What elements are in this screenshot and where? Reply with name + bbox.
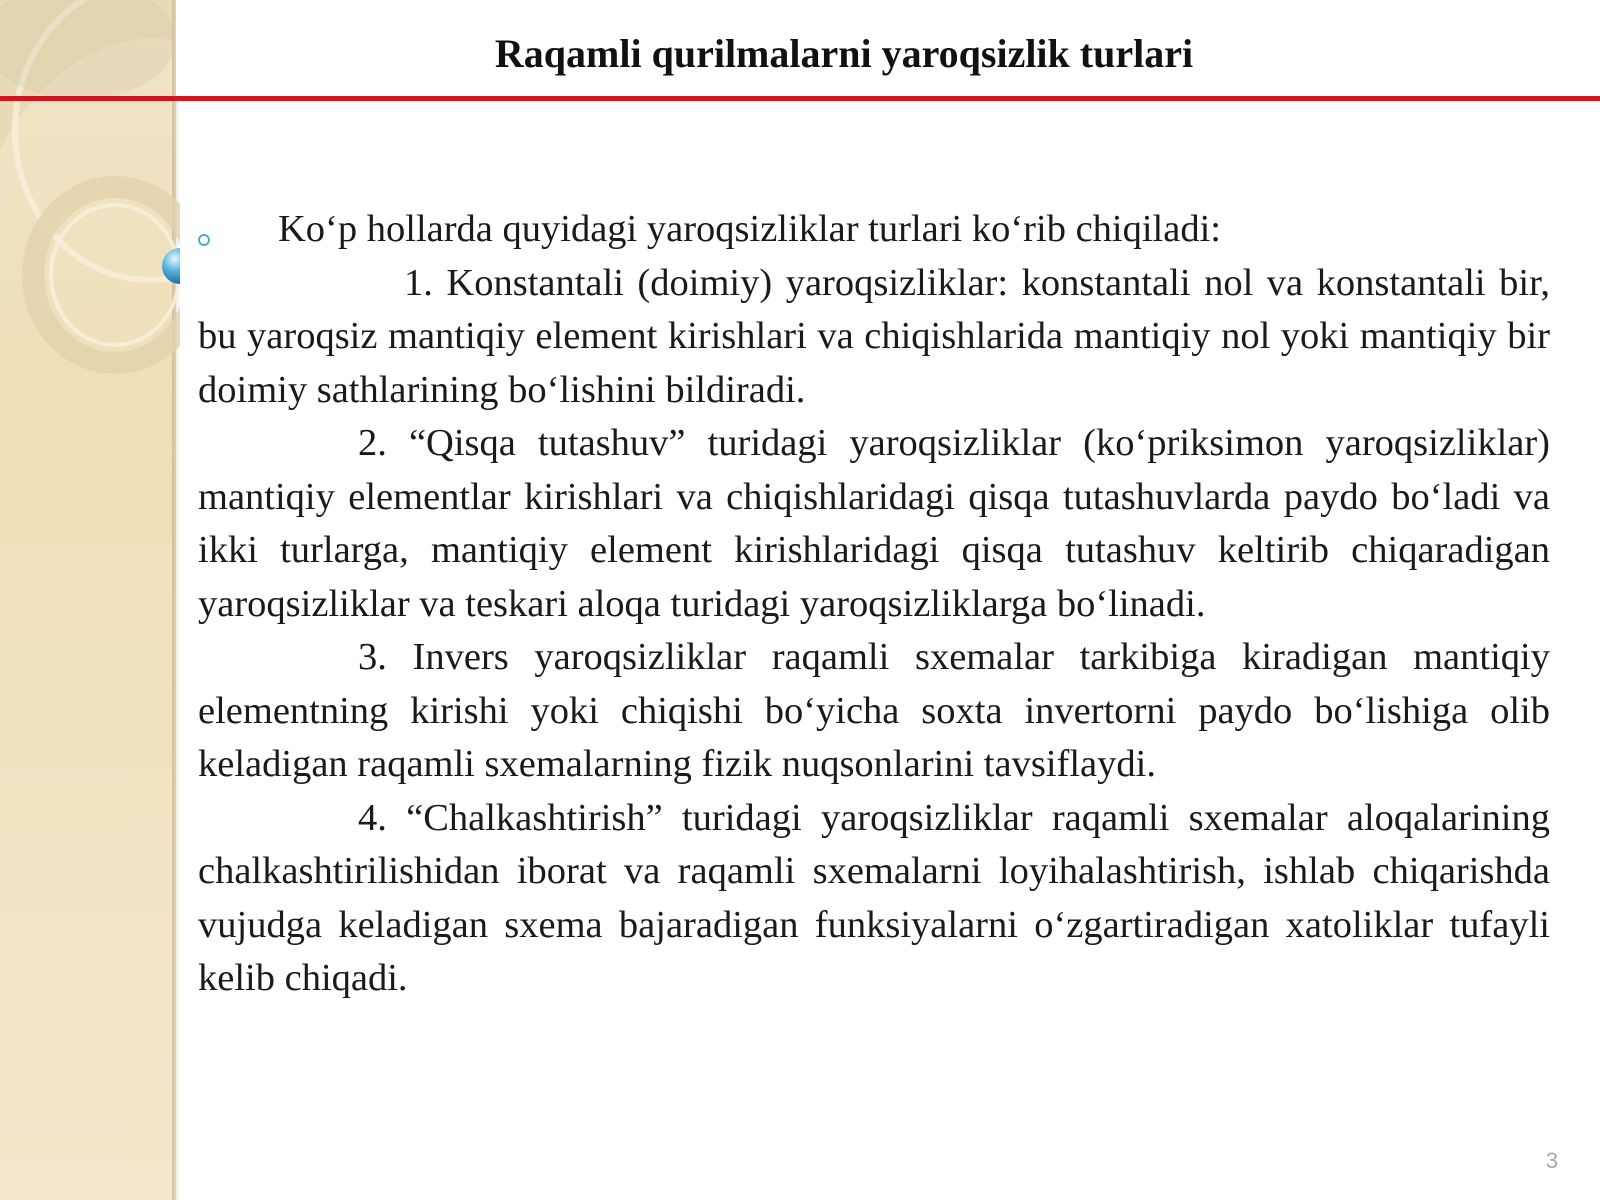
list-item-1: 1. Konstantali (doimiy) yaroqsizliklar: konstantali nol va konstantali bir, bu yaroqsiz mantiqiy element kirishlari va chiqishlarida mantiqiy nol yoki mantiqiy bir doimiy sathlarining bo‘lishini bildiradi. [198, 261, 1550, 411]
decorative-rings-graphic [0, 0, 180, 420]
list-item-4: 4. “Chalkashtirish” turidagi yaroqsizliklar raqamli sxemalar aloqalarining chalkashtirilishidan iborat va raqamli sxemalarni loyihalashtirish, ishlab chiqarishda vujudga keladigan sxema bajaradigan funksiyalarni o‘zgartiradigan xatoliklar tufayli kelib chiqadi. [198, 796, 1550, 999]
list-item-3: 3. Invers yaroqsizliklar raqamli sxemalar tarkibiga kiradigan mantiqiy elementning kirishi yoki chiqishi bo‘yicha soxta invertorni paydo bo‘lishiga olib keladigan raqamli sxemalarning fizik nuqsonlarini tavsiflaydi. [198, 636, 1550, 785]
page-title: Raqamli qurilmalarni yaroqsizlik turlari [494, 31, 1194, 76]
page-number: 3 [1545, 1148, 1559, 1173]
body-text [198, 203, 1550, 1006]
intro-paragraph: Ko‘p hollarda quyidagi yaroqsizliklar turlari ko‘rib chiqiladi: [278, 208, 1221, 250]
list-item-2: 2. “Qisqa tutashuv” turidagi yaroqsizliklar (ko‘priksimon yaroqsizliklar) mantiqiy elementlar kirishlari va chiqishlaridagi qisqa tutashuvlarda paydo bo‘ladi va ikki turlarga, mantiqiy element kirishlaridagi qisqa tutashuv keltirib chiqaradigan yaroqsizliklar va teskari aloqa turidagi yaroqsizliklarga bo‘linadi. [198, 422, 1550, 625]
title-divider [0, 96, 1600, 101]
